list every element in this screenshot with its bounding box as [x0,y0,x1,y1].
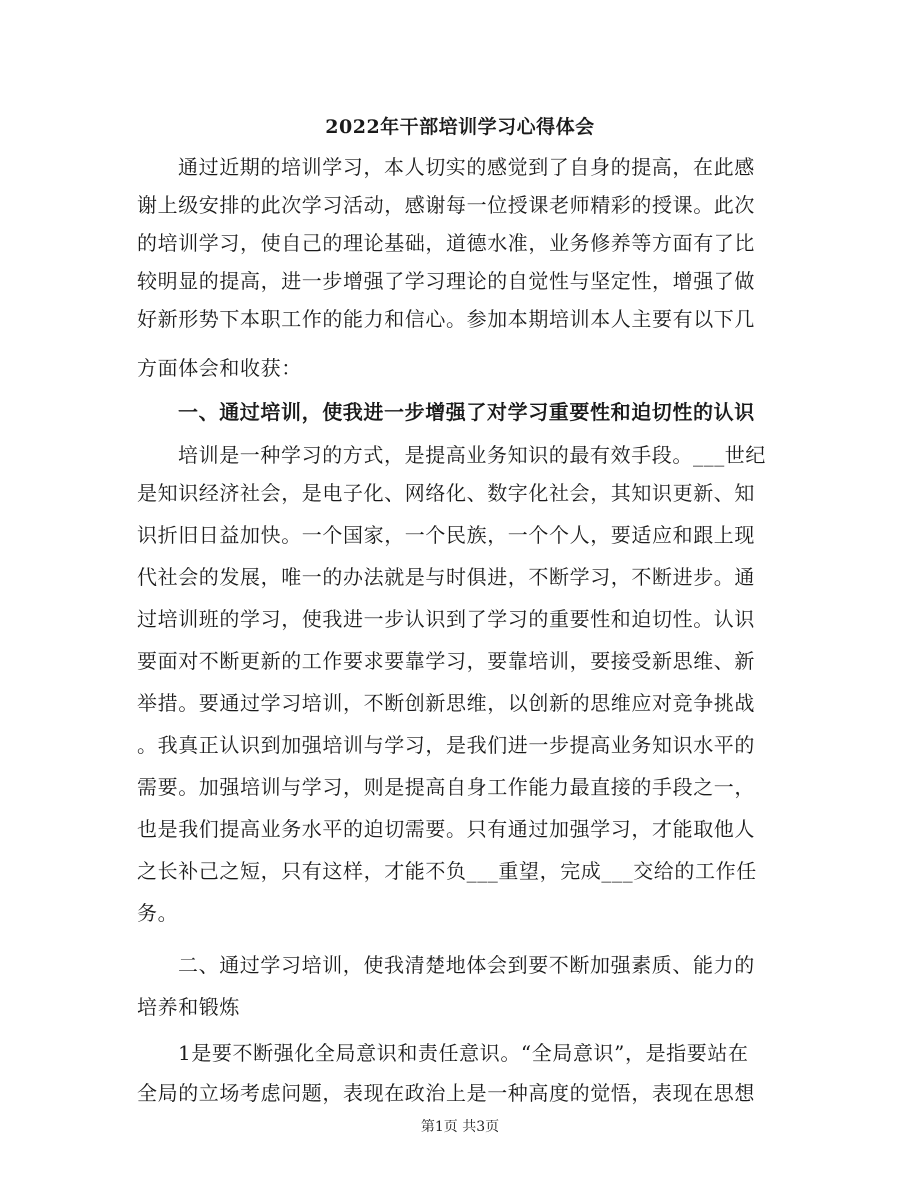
paragraph-line: 也是我们提高业务水平的迫切需要。只有通过加强学习，才能取他人 [137,817,755,841]
page-footer: 第1页 共3页 [420,1119,500,1135]
paragraph-line: 。我真正认识到加强培训与学习，是我们进一步提高业务知识水平的 [137,733,755,757]
paragraph-line: 全局的立场考虑问题，表现在政治上是一种高度的觉悟，表现在思想 [137,1081,755,1105]
paragraph-line: 代社会的发展，唯一的办法就是与时俱进，不断学习，不断进步。通 [137,565,755,589]
paragraph-line: 谢上级安排的此次学习活动，感谢每一位授课老师精彩的授课。此次 [137,193,755,217]
paragraph-line: 是知识经济社会，是电子化、网络化、数字化社会，其知识更新、知 [137,481,755,505]
document-title: 2022年干部培训学习心得体会 [325,116,595,138]
section-heading-2: 二、通过学习培训，使我清楚地体会到要不断加强素质、能力的 [178,953,755,977]
paragraph-line: 过培训班的学习，使我进一步认识到了学习的重要性和迫切性。认识 [137,607,755,631]
paragraph-line: 需要。加强培训与学习，则是提高自身工作能力最直接的手段之一， [137,775,755,799]
section-heading-1: 一、通过培训，使我进一步增强了对学习重要性和迫切性的认识 [178,400,755,424]
paragraph-line: 要面对不断更新的工作要求要靠学习，要靠培训，要接受新思维、新 [137,649,755,673]
paragraph-line: 识折旧日益加快。一个国家，一个民族，一个个人，要适应和跟上现 [137,523,755,547]
paragraph-line: 方面体会和收获： [137,356,302,380]
paragraph-line: 培养和锻炼 [137,995,240,1019]
paragraph-line: 的培训学习，使自己的理论基础，道德水准，业务修养等方面有了比 [137,231,755,255]
paragraph-line: 务。 [137,901,179,925]
paragraph-line: 通过近期的培训学习，本人切实的感觉到了自身的提高，在此感 [178,155,755,179]
paragraph-line: 较明显的提高，进一步增强了学习理论的自觉性与坚定性，增强了做 [137,269,755,293]
paragraph-line: 之长补己之短，只有这样，才能不负___重望，完成___交给的工作任 [137,859,757,883]
paragraph-line: 好新形势下本职工作的能力和信心。参加本期培训本人主要有以下几 [137,307,755,331]
paragraph-line: 培训是一种学习的方式，是提高业务知识的最有效手段。___世纪 [178,443,766,467]
paragraph-line: 举措。要通过学习培训，不断创新思维，以创新的思维应对竞争挑战 [137,691,755,715]
paragraph-line: 1是要不断强化全局意识和责任意识。“全局意识”，是指要站在 [178,1041,749,1065]
